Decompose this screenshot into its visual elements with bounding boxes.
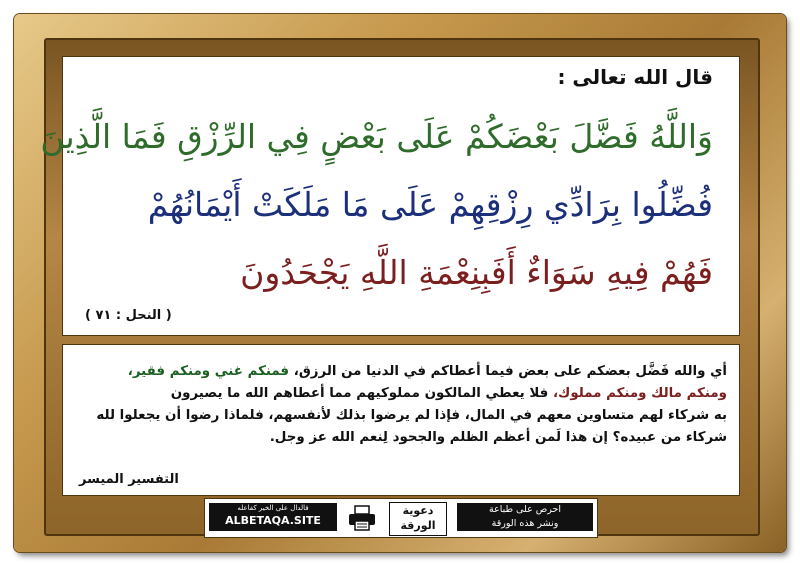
tafsir-line-4: شركاء من عبيده؟ إن هذا لَمن أعظم الظلم والجحود لِنعم الله عز وجل.: [269, 430, 727, 445]
tafsir-panel: [62, 344, 740, 496]
tafsir-line-3: به شركاء لهم متساوين معهم في المال، فإذا لم يرضوا بذلك لأنفسهم، فلماذا رضوا أن يجعلوا لله: [96, 408, 727, 423]
printer-icon: [347, 505, 377, 531]
tafsir-line-2-b: فلا يعطي المالكون مملوكيهم مما أعطاهم الله ما يصيرون: [170, 386, 549, 401]
site-link[interactable]: [209, 503, 337, 531]
verse-reference: ( النحل : ٧١ ): [85, 308, 172, 323]
dawiya-logo: [389, 502, 447, 536]
tafsir-line-1-a: أي والله فَضَّل بعضكم على بعض فيما أعطاكم في الدنيا من الرزق،: [289, 364, 727, 379]
verse-line-2: فُضِّلُوا بِرَادِّي رِزْقِهِمْ عَلَى مَا مَلَكَتْ أَيْمَانُهُمْ: [147, 185, 713, 224]
verse-line-1: وَاللَّهُ فَضَّلَ بَعْضَكُمْ عَلَى بَعْضٍ فِي الرِّزْقِ فَمَا الَّذِينَ: [40, 117, 713, 156]
slogan-line-1: احرص على طباعة: [488, 504, 562, 515]
footer-bar: [204, 498, 598, 538]
verse-intro: قال الله تعالى :: [557, 65, 713, 89]
logo-line-2: الورقة: [400, 519, 436, 532]
slogan-line-2: ونشر هذه الورقة: [491, 518, 559, 529]
logo-line-1: دعوية: [402, 504, 434, 517]
verse-panel: [40, 56, 740, 336]
print-slogan: [457, 503, 593, 531]
tafsir-line-2-a: ومنكم مالك ومنكم مملوك،: [548, 386, 727, 401]
site-caption: فالدال على الخير كفاعله: [237, 504, 309, 512]
tafsir-text: [75, 361, 727, 449]
verse-line-3: فَهُمْ فِيهِ سَوَاءٌ أَفَبِنِعْمَةِ اللَّهِ يَجْحَدُونَ: [240, 253, 713, 292]
tafsir-line-1: [75, 361, 727, 383]
tafsir-line-2: [75, 383, 727, 405]
site-domain: ALBETAQA.SITE: [225, 514, 321, 527]
tafsir-source: التفسير الميسر: [79, 472, 179, 487]
tafsir-line-1-b: فمنكم غني ومنكم فقير،: [127, 364, 290, 379]
